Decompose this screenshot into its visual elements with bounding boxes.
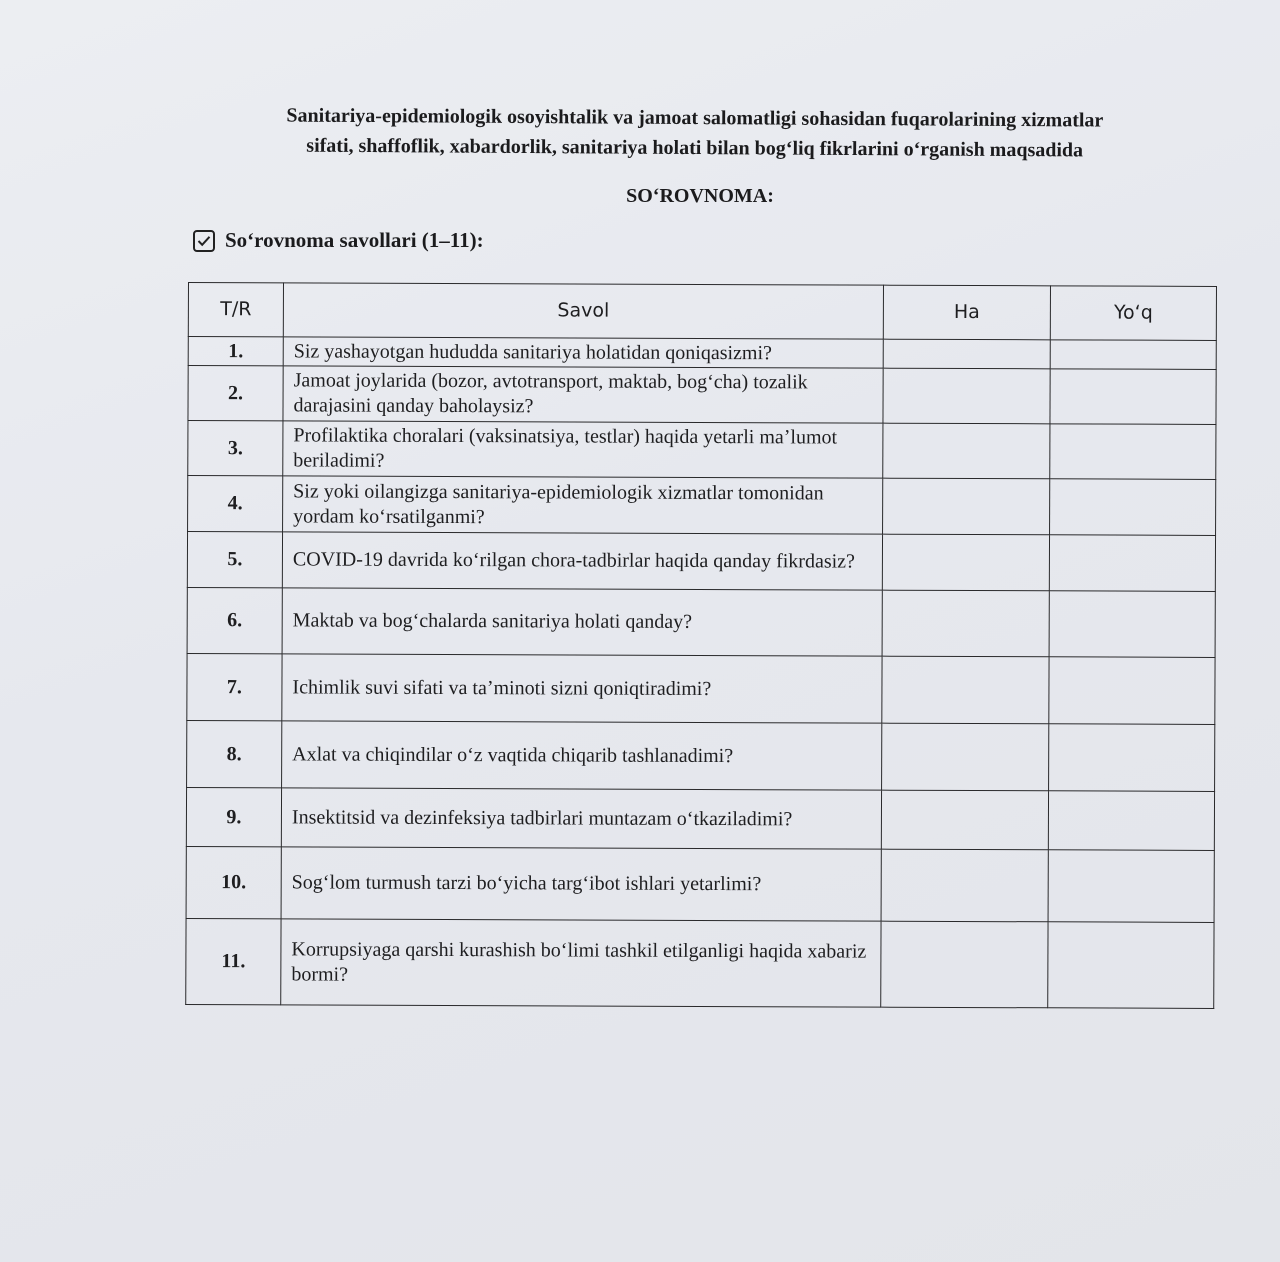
table-row [187, 720, 1215, 791]
row-number: 8. [187, 720, 282, 787]
answer-no-cell[interactable] [1050, 340, 1216, 370]
row-question: Axlat va chiqindilar o‘z vaqtida chiqarib tashlanadimi? [282, 721, 882, 790]
heading-line-2: sifati, shaffoflik, xabardorlik, sanitariya holati bilan bog‘liq fikrlarini o‘rganish maqsadida [306, 134, 1084, 162]
answer-no-cell[interactable] [1048, 850, 1214, 923]
table-row [188, 421, 1216, 480]
table-row [188, 337, 1216, 370]
row-question: Profilaktika choralari (vaksinatsiya, testlar) haqida yetarli ma’lumot beriladimi? [283, 421, 883, 478]
answer-yes-cell[interactable] [883, 478, 1050, 535]
table-header-row [188, 283, 1216, 341]
answer-yes-cell[interactable] [882, 656, 1049, 724]
answer-no-cell[interactable] [1050, 479, 1216, 536]
header-question: Savol [283, 283, 883, 339]
answer-no-cell[interactable] [1049, 657, 1215, 725]
row-number: 5. [187, 532, 282, 588]
row-question: COVID-19 davrida ko‘rilgan chora-tadbirlar haqida qanday fikrdasiz? [282, 532, 882, 590]
row-number: 11. [186, 918, 281, 1004]
row-number: 7. [187, 653, 282, 720]
table-row [188, 476, 1216, 536]
checkbox-checked-icon [193, 230, 215, 252]
answer-yes-cell[interactable] [883, 423, 1050, 479]
row-question: Siz yoki oilangizga sanitariya-epidemiologik xizmatlar tomonidan yordam ko‘rsatilganmi? [283, 476, 883, 534]
row-number: 10. [186, 846, 281, 918]
row-number: 9. [186, 787, 281, 846]
table-row [187, 532, 1215, 592]
row-number: 1. [188, 337, 283, 366]
row-question: Jamoat joylarida (bozor, avtotransport, maktab, bog‘cha) tozalik darajasini qanday baholaysiz? [283, 366, 883, 423]
survey-table [185, 282, 1217, 1009]
row-number: 3. [188, 421, 283, 476]
answer-no-cell[interactable] [1050, 424, 1216, 480]
answer-yes-cell[interactable] [882, 534, 1049, 591]
answer-no-cell[interactable] [1050, 369, 1216, 425]
answer-yes-cell[interactable] [882, 723, 1049, 791]
table-row [187, 587, 1215, 657]
table-row [187, 653, 1215, 724]
answer-no-cell[interactable] [1049, 535, 1215, 592]
header-tr: T/R [188, 283, 283, 337]
answer-yes-cell[interactable] [881, 790, 1048, 850]
header-yes: Ha [883, 285, 1050, 340]
row-number: 2. [188, 366, 283, 421]
answer-no-cell[interactable] [1048, 791, 1214, 851]
document-heading [195, 100, 1195, 166]
table-row [186, 918, 1214, 1008]
check-mark-icon [197, 235, 211, 247]
answer-no-cell[interactable] [1048, 922, 1214, 1009]
section-label-text: So‘rovnoma savollari (1–11): [225, 228, 484, 252]
row-number: 6. [187, 587, 282, 653]
row-number: 4. [188, 476, 283, 532]
answer-yes-cell[interactable] [881, 849, 1048, 922]
answer-no-cell[interactable] [1049, 724, 1215, 792]
heading-line-1: Sanitariya-epidemiologik osoyishtalik va jamoat salomatligi sohasidan fuqarolarining xizmatlar [286, 104, 1104, 132]
row-question: Sog‘lom turmush tarzi bo‘yicha targ‘ibot ishlari yetarlimi? [281, 847, 881, 921]
row-question: Ichimlik suvi sifati va ta’minoti sizni qoniqtiradimi? [282, 654, 882, 723]
row-question: Siz yashayotgan hududda sanitariya holatidan qoniqasizmi? [283, 337, 883, 368]
survey-subtitle: SO‘ROVNOMA: [626, 185, 774, 207]
table-row [186, 846, 1214, 922]
answer-yes-cell[interactable] [882, 590, 1049, 657]
questions-section-label [193, 228, 484, 253]
table-row [188, 366, 1216, 425]
answer-yes-cell[interactable] [881, 921, 1048, 1008]
header-no: Yo‘q [1050, 286, 1216, 341]
answer-no-cell[interactable] [1049, 591, 1215, 658]
row-question: Korrupsiyaga qarshi kurashish bo‘limi tashkil etilganligi haqida xabariz bormi? [281, 919, 881, 1007]
row-question: Insektitsid va dezinfeksiya tadbirlari muntazam o‘tkaziladimi? [281, 788, 881, 849]
answer-yes-cell[interactable] [883, 339, 1050, 369]
row-question: Maktab va bog‘chalarda sanitariya holati qanday? [282, 588, 882, 656]
table-row [186, 787, 1214, 850]
answer-yes-cell[interactable] [883, 368, 1050, 424]
